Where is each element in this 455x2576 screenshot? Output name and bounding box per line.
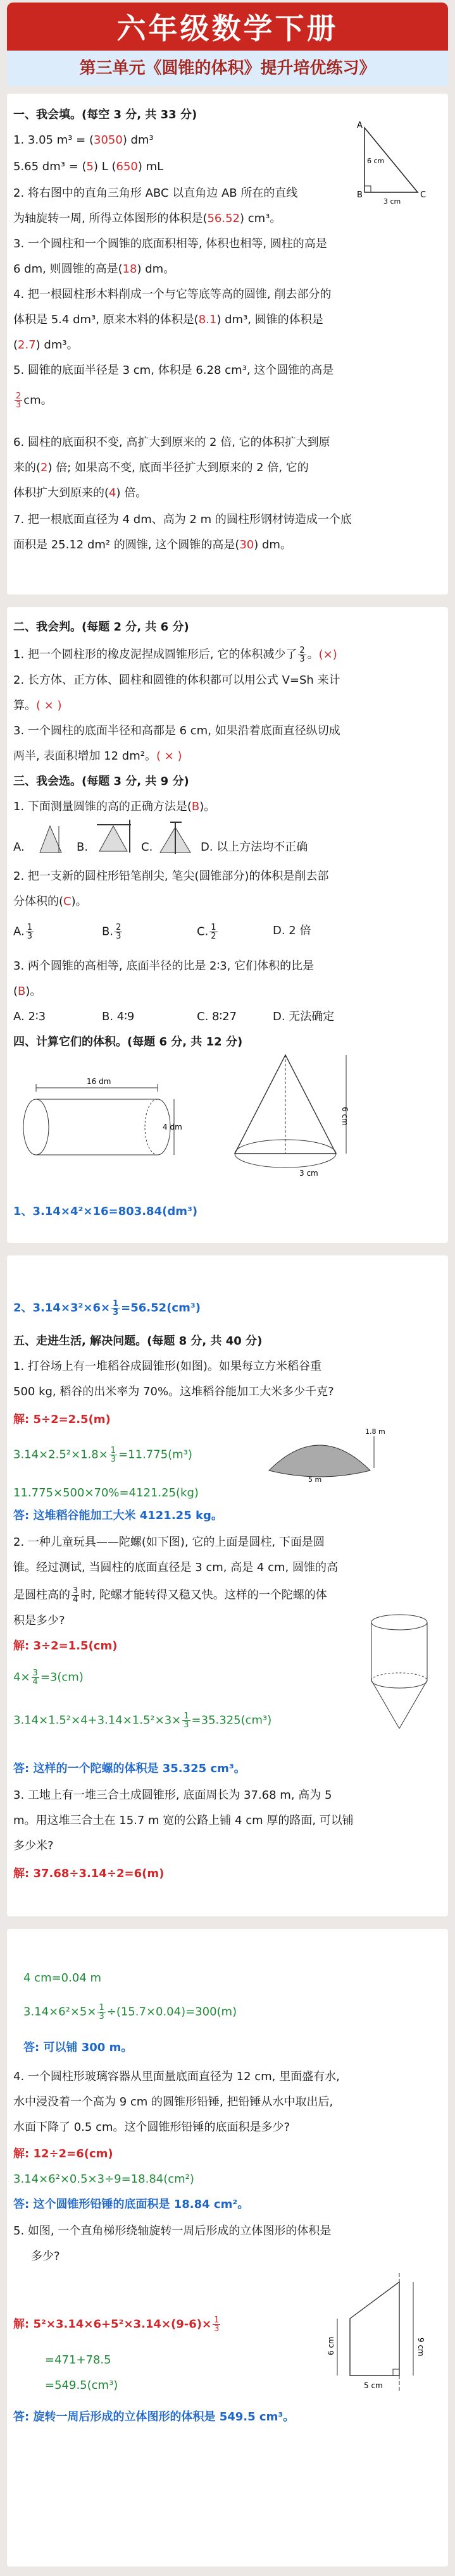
fill-q6c: 体积扩大到原来的(4) 倍。 (13, 486, 147, 500)
problem-4b: 水中浸没着一个高为 9 cm 的圆锥形铅锤, 把铅锤从水中取出后, (13, 2095, 333, 2109)
fill-q1b: 5.65 dm³ = (5) L (650) mL (13, 160, 164, 173)
problem-2a: 2. 一种儿童玩具——陀螺(如下图), 它的上面是圆柱, 下面是圆 (13, 1536, 325, 1549)
choose-q1-option-c[interactable]: C. (141, 841, 153, 854)
choose-q2-option-c[interactable]: C. $\frac{1}{2}$ (197, 923, 216, 941)
fill-q4c: (2.7) dm³。 (13, 338, 78, 352)
worksheet-page-2 (7, 607, 448, 1243)
fill-q5a: 5. 圆锥的底面半径是 3 cm, 体积是 6.28 cm³, 这个圆锥的高是 (13, 364, 334, 377)
judge-q2b: 算。( × ) (13, 699, 62, 712)
problem-5-step-3: =549.5(cm³) (45, 2379, 118, 2392)
cone-figure (222, 1046, 355, 1179)
base-label: 3 cm (383, 197, 401, 206)
choose-q2b: 分体积的(C)。 (13, 895, 87, 908)
pile-height-label: 1.8 m (365, 1427, 385, 1436)
problem-5a: 5. 如图, 一个直角梯形绕轴旋转一周后形成的立体图形的体积是 (13, 2224, 332, 2238)
page-header (7, 3, 448, 86)
fill-q6a: 6. 圆柱的底面积不变, 高扩大到原来的 2 倍, 它的体积扩大到原 (13, 436, 330, 449)
section-judge-heading: 二、我会判。(每题 2 分, 共 6 分) (13, 620, 189, 634)
problem-5-step-2: =471+78.5 (45, 2353, 111, 2367)
problem-3b: m。用这堆三合土在 15.7 m 宽的公路上铺 4 cm 厚的路面, 可以铺 (13, 1814, 354, 1827)
fill-q1a: 1. 3.05 m³ = (3050) dm³ (13, 133, 154, 147)
trapezoid-figure (312, 2269, 445, 2402)
section-calc-heading: 四、计算它们的体积。(每题 6 分, 共 12 分) (13, 1035, 243, 1049)
choose-q2a: 2. 把一支新的圆柱形铅笔削尖, 笔尖(圆锥部分)的体积是削去部 (13, 870, 329, 883)
page-title: 六年级数学下册 (116, 11, 339, 46)
page-subtitle: 第三单元《圆锥的体积》提升培优练习》 (7, 51, 448, 86)
choose-q1-option-d[interactable]: D. 以上方法均不正确 (201, 841, 308, 854)
choose-q1-option-b[interactable]: B. (77, 841, 89, 854)
fill-q3a: 3. 一个圆柱和一个圆锥的底面积相等, 体积也相等, 圆柱的高是 (13, 237, 327, 250)
fill-q4b: 体积是 5.4 dm³, 原来木料的体积是(8.1) dm³, 圆锥的体积是 (13, 313, 323, 326)
calc-answer-2: 2、3.14×3²×6× $\frac{1}{3}$ =56.52(cm³) (13, 1299, 201, 1317)
choose-q3-option-d[interactable]: D. 无法确定 (273, 1010, 335, 1023)
fill-q6b: 来的(2) 倍; 如果高不变, 底面半径扩大到原来的 2 倍, 它的 (13, 461, 309, 474)
problem-3-answer: 答: 可以铺 300 m。 (23, 2041, 133, 2054)
fill-q5b: $\frac{2}{3}$ cm。 (16, 391, 53, 410)
problem-1a: 1. 打谷场上有一堆稻谷成圆锥形(如图)。如果每立方米稻谷重 (13, 1360, 321, 1373)
problem-4c: 水面下降了 0.5 cm。这个圆锥形铅锤的底面积是多少? (13, 2121, 290, 2134)
fill-q3b: 6 dm, 则圆锥的高是(18) dm。 (13, 262, 175, 276)
judge-q3b: 两半, 表面积增加 12 dm²。( × ) (13, 749, 182, 763)
fill-q2b: 为轴旋转一周, 所得立体图形的体积是(56.52) cm³。 (13, 212, 282, 225)
calc-answer-1: 1、3.14×4²×16=803.84(dm³) (13, 1205, 198, 1218)
cylinder-diameter-label: 4 dm (163, 1123, 182, 1131)
fill-q7a: 7. 把一根底面直径为 4 dm、高为 2 m 的圆柱形钢材铸造成一个底 (13, 513, 352, 526)
choose-q2-option-a[interactable]: A. $\frac{1}{3}$ (13, 923, 32, 941)
choose-q1: 1. 下面测量圆锥的高的正确方法是(B)。 (13, 800, 216, 813)
judge-q1: 1. 把一个圆柱形的橡皮泥捏成圆锥形后, 它的体积减少了 $\frac{2}{3}$ 。(×) (13, 646, 337, 664)
choose-q3-option-a[interactable]: A. 2∶3 (13, 1010, 46, 1023)
worksheet-page-3 (7, 1255, 448, 1916)
problem-1-step-3: 11.775×500×70%=4121.25(kg) (13, 1486, 199, 1500)
problem-2-step-1: 解: 3÷2=1.5(cm) (13, 1639, 118, 1653)
problem-1-step-1: 解: 5÷2=2.5(m) (13, 1413, 111, 1426)
worksheet-page-1 (7, 94, 448, 595)
problem-3a: 3. 工地上有一堆三合土成圆锥形, 底面周长为 37.68 m, 高为 5 (13, 1789, 332, 1802)
problem-5-step-1: 解: 5²×3.14×6+5²×3.14×(9-6)× $\frac{1}{3}$ (13, 2315, 220, 2334)
vertex-c-label: C (420, 190, 427, 200)
problem-2d: 积是多少? (13, 1614, 65, 1627)
judge-q2a: 2. 长方体、正方体、圆柱和圆锥的体积都可以用公式 V=Sh 来计 (13, 674, 340, 687)
option-a-cone-figure (34, 821, 70, 858)
cone-height-label: 6 cm (340, 1107, 349, 1126)
option-c-cone-figure (156, 820, 197, 858)
problem-5-answer: 答: 旋转一周后形成的立体图形的体积是 549.5 cm³。 (13, 2410, 295, 2424)
grain-pile-figure (263, 1426, 383, 1483)
section-choose-heading: 三、我会选。(每题 3 分, 共 9 分) (13, 775, 189, 788)
spinning-top-figure (361, 1610, 437, 1736)
problem-2b: 锥。经过测试, 当圆柱的底面直径是 3 cm, 高是 4 cm, 圆锥的高 (13, 1561, 338, 1574)
problem-4-step-1: 解: 12÷2=6(cm) (13, 2147, 113, 2160)
problem-1b: 500 kg, 稻谷的出米率为 70%。这堆稻谷能加工大米多少千克? (13, 1385, 334, 1398)
problem-2-step-2: 4× $\frac{3}{4}$ =3(cm) (13, 1668, 84, 1687)
fill-q4a: 4. 把一根圆柱形木料削成一个与它等底等高的圆锥, 削去部分的 (13, 288, 332, 301)
trapezoid-base-label: 5 cm (364, 2381, 383, 2390)
choose-q2-option-d[interactable]: D. 2 倍 (273, 924, 311, 937)
choose-q3-option-c[interactable]: C. 8∶27 (197, 1010, 237, 1023)
problem-3-step-2: 4 cm=0.04 m (23, 1971, 102, 1985)
cone-radius-label: 3 cm (299, 1169, 318, 1178)
problem-2c: 是圆柱高的 $\frac{3}{4}$ 时, 陀螺才能转得又稳又快。这样的一个陀螺的体 (13, 1586, 327, 1605)
fill-q7b: 面积是 25.12 dm² 的圆锥, 这个圆锥的高是(30) dm。 (13, 538, 292, 552)
height-label: 6 cm (367, 157, 385, 165)
option-b-cone-figure (94, 817, 135, 856)
problem-4a: 4. 一个圆柱形玻璃容器从里面量底面直径为 12 cm, 里面盛有水, (13, 2070, 340, 2083)
choose-q2-option-b[interactable]: B. $\frac{2}{3}$ (102, 923, 122, 941)
choose-q1-option-a[interactable]: A. (13, 841, 25, 854)
worksheet-page-4 (7, 1929, 448, 2567)
problem-2-answer: 答: 这样的一个陀螺的体积是 35.325 cm³。 (13, 1762, 246, 1775)
problem-4-answer: 答: 这个圆锥形铅锤的底面积是 18.84 cm²。 (13, 2198, 249, 2211)
problem-4-step-2: 3.14×6²×0.5×3÷9=18.84(cm²) (13, 2172, 194, 2186)
vertex-b-label: B (357, 190, 363, 200)
vertex-a-label: A (357, 121, 363, 130)
problem-1-answer: 答: 这堆稻谷能加工大米 4121.25 kg。 (13, 1509, 223, 1522)
fill-q2a: 2. 将右图中的直角三角形 ABC 以直角边 AB 所在的直线 (13, 187, 298, 200)
section-fill-heading: 一、我会填。(每空 3 分, 共 33 分) (13, 108, 197, 121)
right-triangle-figure (352, 119, 434, 207)
choose-q3a: 3. 两个圆锥的高相等, 底面半径的比是 2∶3, 它们体积的比是 (13, 959, 315, 973)
problem-1-step-2: 3.14×2.5²×1.8× $\frac{1}{3}$ =11.775(m³) (13, 1446, 192, 1464)
problem-5b: 多少? (31, 2250, 60, 2263)
cylinder-figure (18, 1075, 189, 1164)
choose-q3b: (B)。 (13, 985, 42, 998)
cylinder-length-label: 16 dm (87, 1077, 111, 1086)
judge-q3a: 3. 一个圆柱的底面半径和高都是 6 cm, 如果沿着底面直径纵切成 (13, 724, 340, 737)
section-problems-heading: 五、走进生活, 解决问题。(每题 8 分, 共 40 分) (13, 1334, 263, 1348)
trapezoid-right-label: 9 cm (416, 2338, 425, 2357)
problem-2-step-3: 3.14×1.5²×4+3.14×1.5²×3× $\frac{1}{3}$ =35.325(cm³) (13, 1711, 272, 1730)
trapezoid-left-label: 6 cm (327, 2336, 335, 2355)
pile-width-label: 5 m (308, 1476, 322, 1484)
choose-q3-option-b[interactable]: B. 4∶9 (102, 1010, 135, 1023)
problem-3-step-3: 3.14×6²×5× $\frac{1}{3}$ ÷(15.7×0.04)=300(m) (23, 2003, 237, 2021)
problem-3-step-1: 解: 37.68÷3.14÷2=6(m) (13, 1867, 165, 1880)
problem-3c: 多少米? (13, 1839, 54, 1852)
